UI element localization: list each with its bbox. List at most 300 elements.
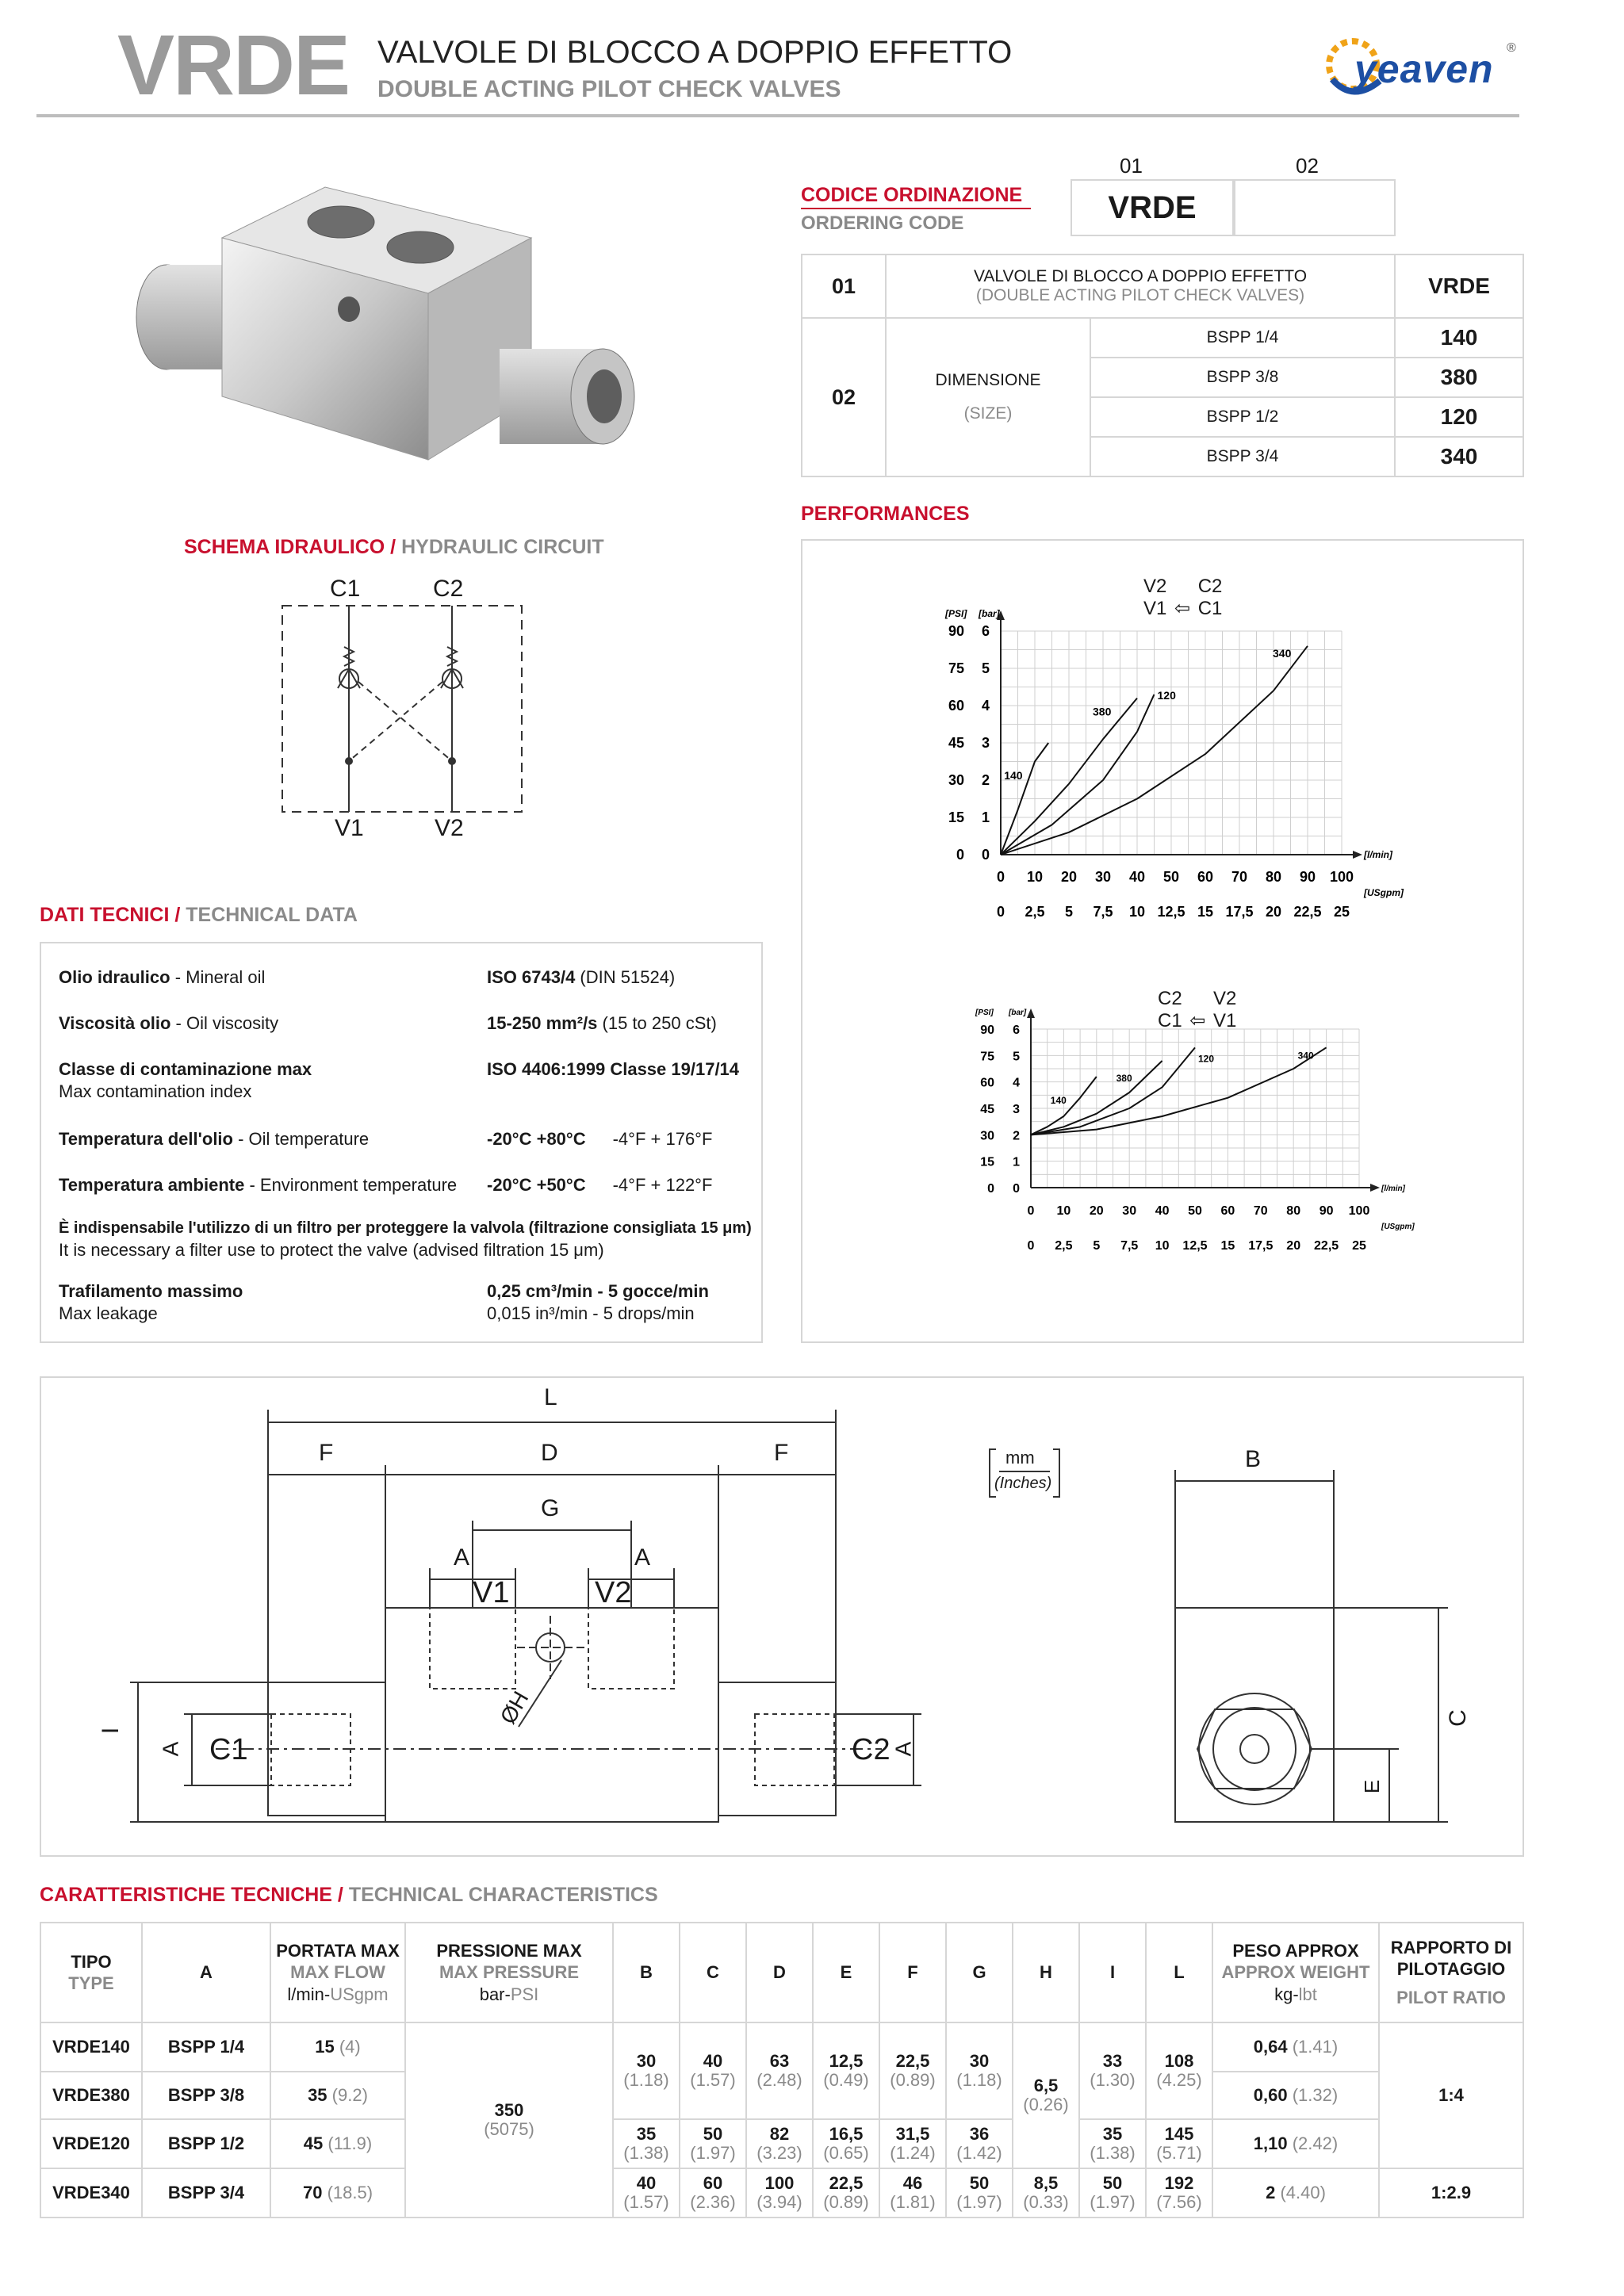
v: 82 — [769, 2123, 790, 2144]
y-tick-label: 3 — [1013, 1103, 1020, 1116]
dim-F-left-label: F — [319, 1440, 334, 1466]
y-tick-label: 1 — [1013, 1155, 1020, 1169]
v: 40 — [703, 2050, 723, 2071]
h-it: RAPPORTO DI PILOTAGGIO — [1390, 1937, 1512, 1980]
cell-i — [1079, 2022, 1146, 2119]
x-tick-label: 50 — [1188, 1204, 1202, 1218]
tech-row-viscosity — [59, 1013, 278, 1034]
table-row — [40, 2022, 1523, 2072]
x-tick-label: 40 — [1128, 869, 1146, 885]
performance-chart-2 — [802, 953, 1522, 1341]
series-label-120: 120 — [1198, 1053, 1215, 1065]
row-description — [886, 254, 1395, 318]
cell-f — [879, 2022, 946, 2119]
y-tick-label: 5 — [981, 660, 990, 676]
v: 0,60 — [1253, 2085, 1288, 2105]
heading-english: TECHNICAL DATA — [180, 904, 358, 926]
vi: (3.94) — [756, 2192, 802, 2212]
y-tick-label: 3 — [981, 735, 990, 751]
vi: (5.71) — [1156, 2143, 1202, 2163]
x-tick-label: 100 — [1329, 869, 1354, 885]
title-english: DOUBLE ACTING PILOT CHECK VALVES — [377, 76, 841, 102]
dim-A-port-right-label: A — [891, 1741, 916, 1757]
unit-inches-label: (Inches) — [994, 1475, 1052, 1492]
cell-type: VRDE380 — [40, 2072, 142, 2119]
v: 22,5 — [829, 2172, 864, 2193]
cell-c — [680, 2022, 746, 2119]
vi: (1.81) — [890, 2192, 936, 2212]
tech-row-env-temp — [59, 1175, 457, 1196]
heading-english: TECHNICAL CHARACTERISTICS — [343, 1884, 658, 1906]
x2-tick-label: 5 — [1064, 904, 1074, 920]
dim-A-left-label: A — [454, 1544, 470, 1571]
v: 30 — [636, 2050, 657, 2071]
leakage-label-en: Max leakage — [59, 1303, 158, 1323]
cell-h — [1013, 2022, 1079, 2168]
cell-a: BSPP 1/4 — [142, 2022, 270, 2072]
ordering-code-table — [801, 254, 1524, 477]
ordering-col-02: 02 — [1296, 154, 1319, 178]
value-extra: -4°F + 122°F — [612, 1175, 713, 1195]
x2-tick-label: 5 — [1093, 1239, 1101, 1253]
vi: (4.40) — [1280, 2183, 1326, 2202]
port-c1-label: C1 — [330, 576, 361, 602]
tech-row-oil-temp — [59, 1129, 369, 1150]
brand-logo — [1316, 24, 1522, 111]
value-main: ISO 4406:1999 Classe 19/17/14 — [487, 1059, 740, 1079]
cell-e — [813, 2168, 879, 2218]
v: 100 — [764, 2172, 795, 2193]
size-code: 140 — [1395, 318, 1523, 358]
x2-tick-label: 22,5 — [1314, 1239, 1339, 1253]
vi: (1.97) — [690, 2143, 736, 2163]
size-label: BSPP 1/2 — [1090, 397, 1395, 437]
v: 145 — [1164, 2123, 1194, 2144]
h-en: MAX FLOW — [290, 1962, 385, 1983]
col-i: I — [1079, 1923, 1146, 2022]
h-unit — [1213, 1984, 1378, 2006]
cell-type: VRDE120 — [40, 2119, 142, 2168]
v: 30 — [969, 2050, 990, 2071]
vi: (1.24) — [890, 2143, 936, 2163]
v: 8,5 — [1033, 2172, 1059, 2193]
vi: (0.33) — [1023, 2192, 1069, 2212]
x2-axis-label: [USgpm] — [1381, 1223, 1415, 1231]
v: 50 — [1102, 2172, 1123, 2193]
arrow-left-icon: ⇦ — [1174, 598, 1191, 619]
dim-H-label: ØH — [495, 1686, 534, 1728]
x2-tick-label: 25 — [1333, 904, 1350, 920]
col-flow — [270, 1923, 405, 2022]
x-tick-label: 60 — [1220, 1204, 1235, 1218]
vi: (1.41) — [1292, 2037, 1339, 2057]
registered-mark: ® — [1507, 41, 1516, 55]
y-tick-label: 6 — [981, 623, 990, 639]
cell-g — [946, 2119, 1013, 2168]
x-tick-label: 40 — [1155, 1204, 1170, 1218]
unit-b: USgpm — [330, 1984, 389, 2004]
flow-to-top: V2 — [1213, 988, 1237, 1009]
v: 45 — [303, 2133, 324, 2153]
y-axis-label: [bar] — [979, 608, 1000, 619]
vi: (1.97) — [956, 2192, 1002, 2212]
flow-from-top: V2 — [1143, 576, 1167, 597]
x2-tick-label: 12,5 — [1182, 1239, 1208, 1253]
port-v1-label: V1 — [335, 815, 364, 841]
label-it: Temperatura ambiente — [59, 1175, 245, 1195]
h-it: PORTATA MAX — [276, 1940, 400, 1961]
value-main: ISO 6743/4 — [487, 967, 576, 987]
x2-tick-label: 0 — [1027, 1239, 1035, 1253]
table-row — [40, 2119, 1523, 2168]
table-row — [802, 318, 1523, 358]
x2-tick-label: 15 — [1197, 904, 1214, 920]
x2-tick-label: 17,5 — [1225, 904, 1254, 920]
h-en: TYPE — [68, 1973, 114, 1993]
x2-tick-label: 10 — [1128, 904, 1146, 920]
dim-G-label: G — [541, 1495, 560, 1521]
ordering-col-01: 01 — [1120, 154, 1143, 178]
x-axis-arrow-icon — [1353, 851, 1362, 859]
cell-l — [1146, 2119, 1212, 2168]
x-tick-label: 100 — [1348, 1204, 1370, 1218]
y-tick-label: 4 — [981, 698, 990, 714]
v: 31,5 — [895, 2123, 930, 2144]
performance-chart-1 — [802, 541, 1522, 953]
y2-tick-label: 15 — [948, 809, 964, 825]
y2-tick-label: 75 — [948, 660, 964, 676]
y2-axis-label: [PSI] — [975, 1008, 994, 1017]
cell-a: BSPP 1/2 — [142, 2119, 270, 2168]
y2-tick-label: 0 — [987, 1182, 994, 1196]
port-v2-label: V2 — [595, 1576, 632, 1609]
cell-a: BSPP 3/4 — [142, 2168, 270, 2218]
desc-english: (DOUBLE ACTING PILOT CHECK VALVES) — [975, 286, 1305, 304]
v: 192 — [1164, 2172, 1194, 2193]
col-c: C — [680, 1923, 746, 2022]
row-number: 01 — [802, 254, 886, 318]
value-extra: (15 to 250 cSt) — [597, 1013, 717, 1033]
cell-weight — [1212, 2022, 1379, 2072]
col-d: D — [746, 1923, 813, 2022]
y-tick-label: 6 — [1013, 1024, 1020, 1037]
x2-axis-label: [USgpm] — [1364, 887, 1404, 898]
h-it: PRESSIONE MAX — [436, 1940, 582, 1961]
heading-italian: SCHEMA IDRAULICO / — [184, 536, 396, 558]
col-pressure — [405, 1923, 613, 2022]
y2-tick-label: 0 — [956, 847, 964, 863]
cell-b — [613, 2022, 680, 2119]
cell-h — [1013, 2168, 1079, 2218]
port-c2-label: C2 — [852, 1733, 891, 1766]
y-tick-label: 0 — [1013, 1182, 1020, 1196]
characteristics-table — [40, 1922, 1524, 2218]
series-line-120 — [1001, 695, 1155, 855]
col-e: E — [813, 1923, 879, 2022]
x2-tick-label: 20 — [1265, 904, 1282, 920]
x-tick-label: 50 — [1162, 869, 1180, 885]
series-label-140: 140 — [1004, 769, 1023, 782]
cell-i — [1079, 2119, 1146, 2168]
vi: (0.26) — [1023, 2095, 1069, 2114]
cell-flow — [270, 2072, 405, 2119]
vi: (0.89) — [823, 2192, 869, 2212]
cell-weight — [1212, 2168, 1379, 2218]
v: 50 — [703, 2123, 723, 2144]
title-italian: VALVOLE DI BLOCCO A DOPPIO EFFETTO — [377, 35, 1013, 70]
size-label: BSPP 3/8 — [1090, 358, 1395, 397]
h-it: PESO APPROX — [1232, 1940, 1359, 1961]
arrow-left-icon: ⇦ — [1189, 1010, 1206, 1031]
x-axis-label: [l/min] — [1381, 1184, 1405, 1193]
tech-value-contamination — [487, 1059, 739, 1080]
ordering-code-box: VRDE — [1071, 179, 1234, 236]
cell-weight — [1212, 2119, 1379, 2168]
x-tick-label: 10 — [1056, 1204, 1071, 1218]
y2-tick-label: 90 — [948, 623, 964, 639]
filter-note-en: It is necessary a filter use to protect the valve (advised filtration 15 μm) — [59, 1240, 604, 1260]
vi: (1.57) — [623, 2192, 669, 2212]
v: 1,10 — [1253, 2133, 1288, 2153]
y2-tick-label: 15 — [980, 1155, 994, 1169]
x-tick-label: 0 — [1027, 1204, 1035, 1218]
vi: (1.42) — [956, 2143, 1002, 2163]
y2-tick-label: 45 — [948, 735, 964, 751]
col-g: G — [946, 1923, 1013, 2022]
cell-flow — [270, 2168, 405, 2218]
cell-d — [746, 2022, 813, 2119]
v: 50 — [969, 2172, 990, 2193]
cell-f — [879, 2119, 946, 2168]
h-it: TIPO — [71, 1951, 112, 1972]
port-c1-label: C1 — [209, 1733, 248, 1766]
dim-D-label: D — [541, 1440, 558, 1466]
v: 15 — [315, 2037, 335, 2057]
table-row — [802, 254, 1523, 318]
logo-wordmark: yeaven — [1354, 47, 1494, 91]
vi: (1.38) — [623, 2143, 669, 2163]
col-a: A — [142, 1923, 270, 2022]
vi: (9.2) — [331, 2085, 368, 2105]
unit-mm-label: mm — [1005, 1448, 1035, 1468]
row-description — [886, 318, 1090, 476]
size-code: 120 — [1395, 397, 1523, 437]
y-tick-label: 4 — [1013, 1076, 1020, 1090]
x-tick-label: 10 — [1026, 869, 1044, 885]
desc-english: (SIZE) — [963, 404, 1013, 423]
tech-row-oil — [59, 967, 265, 988]
label-en: - Oil viscosity — [170, 1013, 279, 1033]
v: 35 — [1102, 2123, 1123, 2144]
label-en: - Environment temperature — [244, 1175, 458, 1195]
ordering-size-box — [1234, 179, 1396, 236]
x-tick-label: 60 — [1197, 869, 1214, 885]
vi: (2.42) — [1292, 2133, 1339, 2153]
unit-b: lbt — [1298, 1984, 1317, 2004]
x-tick-label: 90 — [1299, 869, 1316, 885]
x2-tick-label: 17,5 — [1248, 1239, 1274, 1253]
y2-tick-label: 75 — [980, 1050, 994, 1064]
col-pilot-ratio — [1379, 1923, 1523, 2022]
cell-flow — [270, 2119, 405, 2168]
hydraulic-schematic — [270, 571, 539, 848]
cell-e — [813, 2022, 879, 2119]
y2-tick-label: 30 — [980, 1129, 994, 1143]
col-f: F — [879, 1923, 946, 2022]
series-label-120: 120 — [1157, 688, 1176, 702]
label-it: Classe di contaminazione max — [59, 1059, 312, 1079]
x-tick-label: 90 — [1319, 1204, 1334, 1218]
v: 12,5 — [829, 2050, 864, 2071]
dim-A-port-left-label: A — [158, 1741, 183, 1757]
port-c2-label: C2 — [433, 576, 464, 602]
cell-e — [813, 2119, 879, 2168]
cell-g — [946, 2168, 1013, 2218]
vi: (11.9) — [327, 2133, 373, 2153]
size-label: BSPP 3/4 — [1090, 437, 1395, 476]
x-tick-label: 80 — [1265, 869, 1282, 885]
vi: (1.38) — [1090, 2143, 1136, 2163]
col-h: H — [1013, 1923, 1079, 2022]
x2-tick-label: 7,5 — [1093, 904, 1113, 920]
port-v2-label: V2 — [435, 815, 464, 841]
tech-row-contamination-en: Max contamination index — [59, 1081, 252, 1101]
tech-value-env-temp — [487, 1175, 712, 1196]
x-tick-label: 0 — [996, 869, 1005, 885]
vi: (2.36) — [690, 2192, 736, 2212]
y2-tick-label: 60 — [948, 698, 964, 714]
series-label-140: 140 — [1050, 1095, 1067, 1106]
vi: (4) — [339, 2037, 361, 2057]
vi: (3.23) — [756, 2143, 802, 2163]
y-axis-label: [bar] — [1009, 1008, 1027, 1017]
flow-to-bottom: C1 — [1197, 598, 1223, 619]
y-axis-arrow-icon — [1027, 1008, 1035, 1018]
hydraulic-circuit-diagram — [270, 571, 539, 848]
cell-pilot-ratio: 1:2.9 — [1379, 2168, 1523, 2218]
value-main: -20°C +80°C — [487, 1129, 586, 1149]
y-tick-label: 5 — [1013, 1050, 1020, 1064]
flow-from-bottom: C1 — [1158, 1010, 1182, 1031]
x2-tick-label: 12,5 — [1157, 904, 1185, 920]
cell-b — [613, 2168, 680, 2218]
cell-pressure — [405, 2022, 613, 2218]
x2-tick-label: 10 — [1155, 1239, 1170, 1253]
col-l: L — [1146, 1923, 1212, 2022]
size-code: 380 — [1395, 358, 1523, 397]
value-extra: -4°F + 176°F — [612, 1129, 713, 1149]
v: 22,5 — [895, 2050, 930, 2071]
y2-axis-label: [PSI] — [945, 608, 967, 619]
dim-I-label: I — [98, 1727, 124, 1735]
col-type — [40, 1923, 142, 2022]
y-tick-label: 2 — [1013, 1129, 1020, 1143]
cell-i — [1079, 2168, 1146, 2218]
table-header-row — [40, 1923, 1523, 2022]
vi: (1.18) — [956, 2070, 1002, 2090]
v: 108 — [1164, 2050, 1194, 2071]
vi: (0.89) — [890, 2070, 936, 2090]
product-image — [119, 159, 690, 507]
cell-type: VRDE340 — [40, 2168, 142, 2218]
characteristics-heading — [40, 1884, 658, 1907]
h-en: APPROX WEIGHT — [1221, 1962, 1370, 1983]
v: 70 — [302, 2183, 323, 2202]
desc-italian: VALVOLE DI BLOCCO A DOPPIO EFFETTO — [973, 267, 1308, 285]
cell-a: BSPP 3/8 — [142, 2072, 270, 2119]
label-it: Viscosità olio — [59, 1013, 171, 1033]
vi: (1.32) — [1292, 2085, 1339, 2105]
size-code: 340 — [1395, 437, 1523, 476]
desc-italian: DIMENSIONE — [935, 371, 1041, 389]
dim-E-label: E — [1360, 1779, 1385, 1794]
leakage-value-2: 0,015 in³/min - 5 drops/min — [487, 1303, 695, 1323]
x2-tick-label: 7,5 — [1120, 1239, 1139, 1253]
series-label-340: 340 — [1273, 646, 1292, 660]
cell-pilot-ratio: 1:4 — [1379, 2022, 1523, 2168]
cell-f — [879, 2168, 946, 2218]
v: 33 — [1102, 2050, 1123, 2071]
cell-weight — [1212, 2072, 1379, 2119]
ordering-code-subtitle: ORDERING CODE — [801, 212, 964, 234]
product-code-title: VRDE — [117, 17, 350, 113]
flow-from-bottom: V1 — [1143, 598, 1167, 619]
y2-tick-label: 30 — [948, 772, 964, 788]
h-unit — [271, 1984, 404, 2006]
vi: (5075) — [484, 2119, 534, 2139]
vi: (7.56) — [1156, 2192, 1202, 2212]
x2-tick-label: 22,5 — [1293, 904, 1322, 920]
flow-from-top: C2 — [1158, 988, 1182, 1009]
value-main: -20°C +50°C — [487, 1175, 586, 1195]
y2-tick-label: 45 — [980, 1103, 994, 1116]
cell-c — [680, 2119, 746, 2168]
cell-flow — [270, 2022, 405, 2072]
heading-english: HYDRAULIC CIRCUIT — [396, 536, 604, 558]
vi: (2.48) — [756, 2070, 802, 2090]
vi: (1.30) — [1090, 2070, 1136, 2090]
v: 63 — [769, 2050, 790, 2071]
label-en: - Mineral oil — [170, 967, 266, 987]
series-label-340: 340 — [1297, 1050, 1314, 1062]
cell-d — [746, 2168, 813, 2218]
cell-l — [1146, 2168, 1212, 2218]
cell-type: VRDE140 — [40, 2022, 142, 2072]
value-extra: (DIN 51524) — [575, 967, 676, 987]
x-tick-label: 70 — [1253, 1204, 1268, 1218]
vi: (1.57) — [690, 2070, 736, 2090]
technical-data-heading — [40, 904, 358, 927]
vi: (1.97) — [1090, 2192, 1136, 2212]
series-label-380: 380 — [1116, 1073, 1132, 1084]
heading-italian: CARATTERISTICHE TECNICHE / — [40, 1884, 343, 1906]
label-it: Olio idraulico — [59, 967, 170, 987]
v: 36 — [969, 2123, 990, 2144]
h-unit — [406, 1984, 612, 2006]
ordering-code-underline — [801, 208, 1031, 209]
v: 350 — [494, 2099, 524, 2120]
cell-c — [680, 2168, 746, 2218]
y-tick-label: 0 — [981, 847, 990, 863]
row-number: 02 — [802, 318, 886, 476]
x-tick-label: 20 — [1060, 869, 1078, 885]
dim-A-right-label: A — [634, 1544, 651, 1571]
cell-g — [946, 2022, 1013, 2119]
col-b: B — [613, 1923, 680, 2022]
v: 16,5 — [829, 2123, 864, 2144]
tech-value-oil — [487, 967, 675, 988]
x-tick-label: 30 — [1122, 1204, 1137, 1218]
